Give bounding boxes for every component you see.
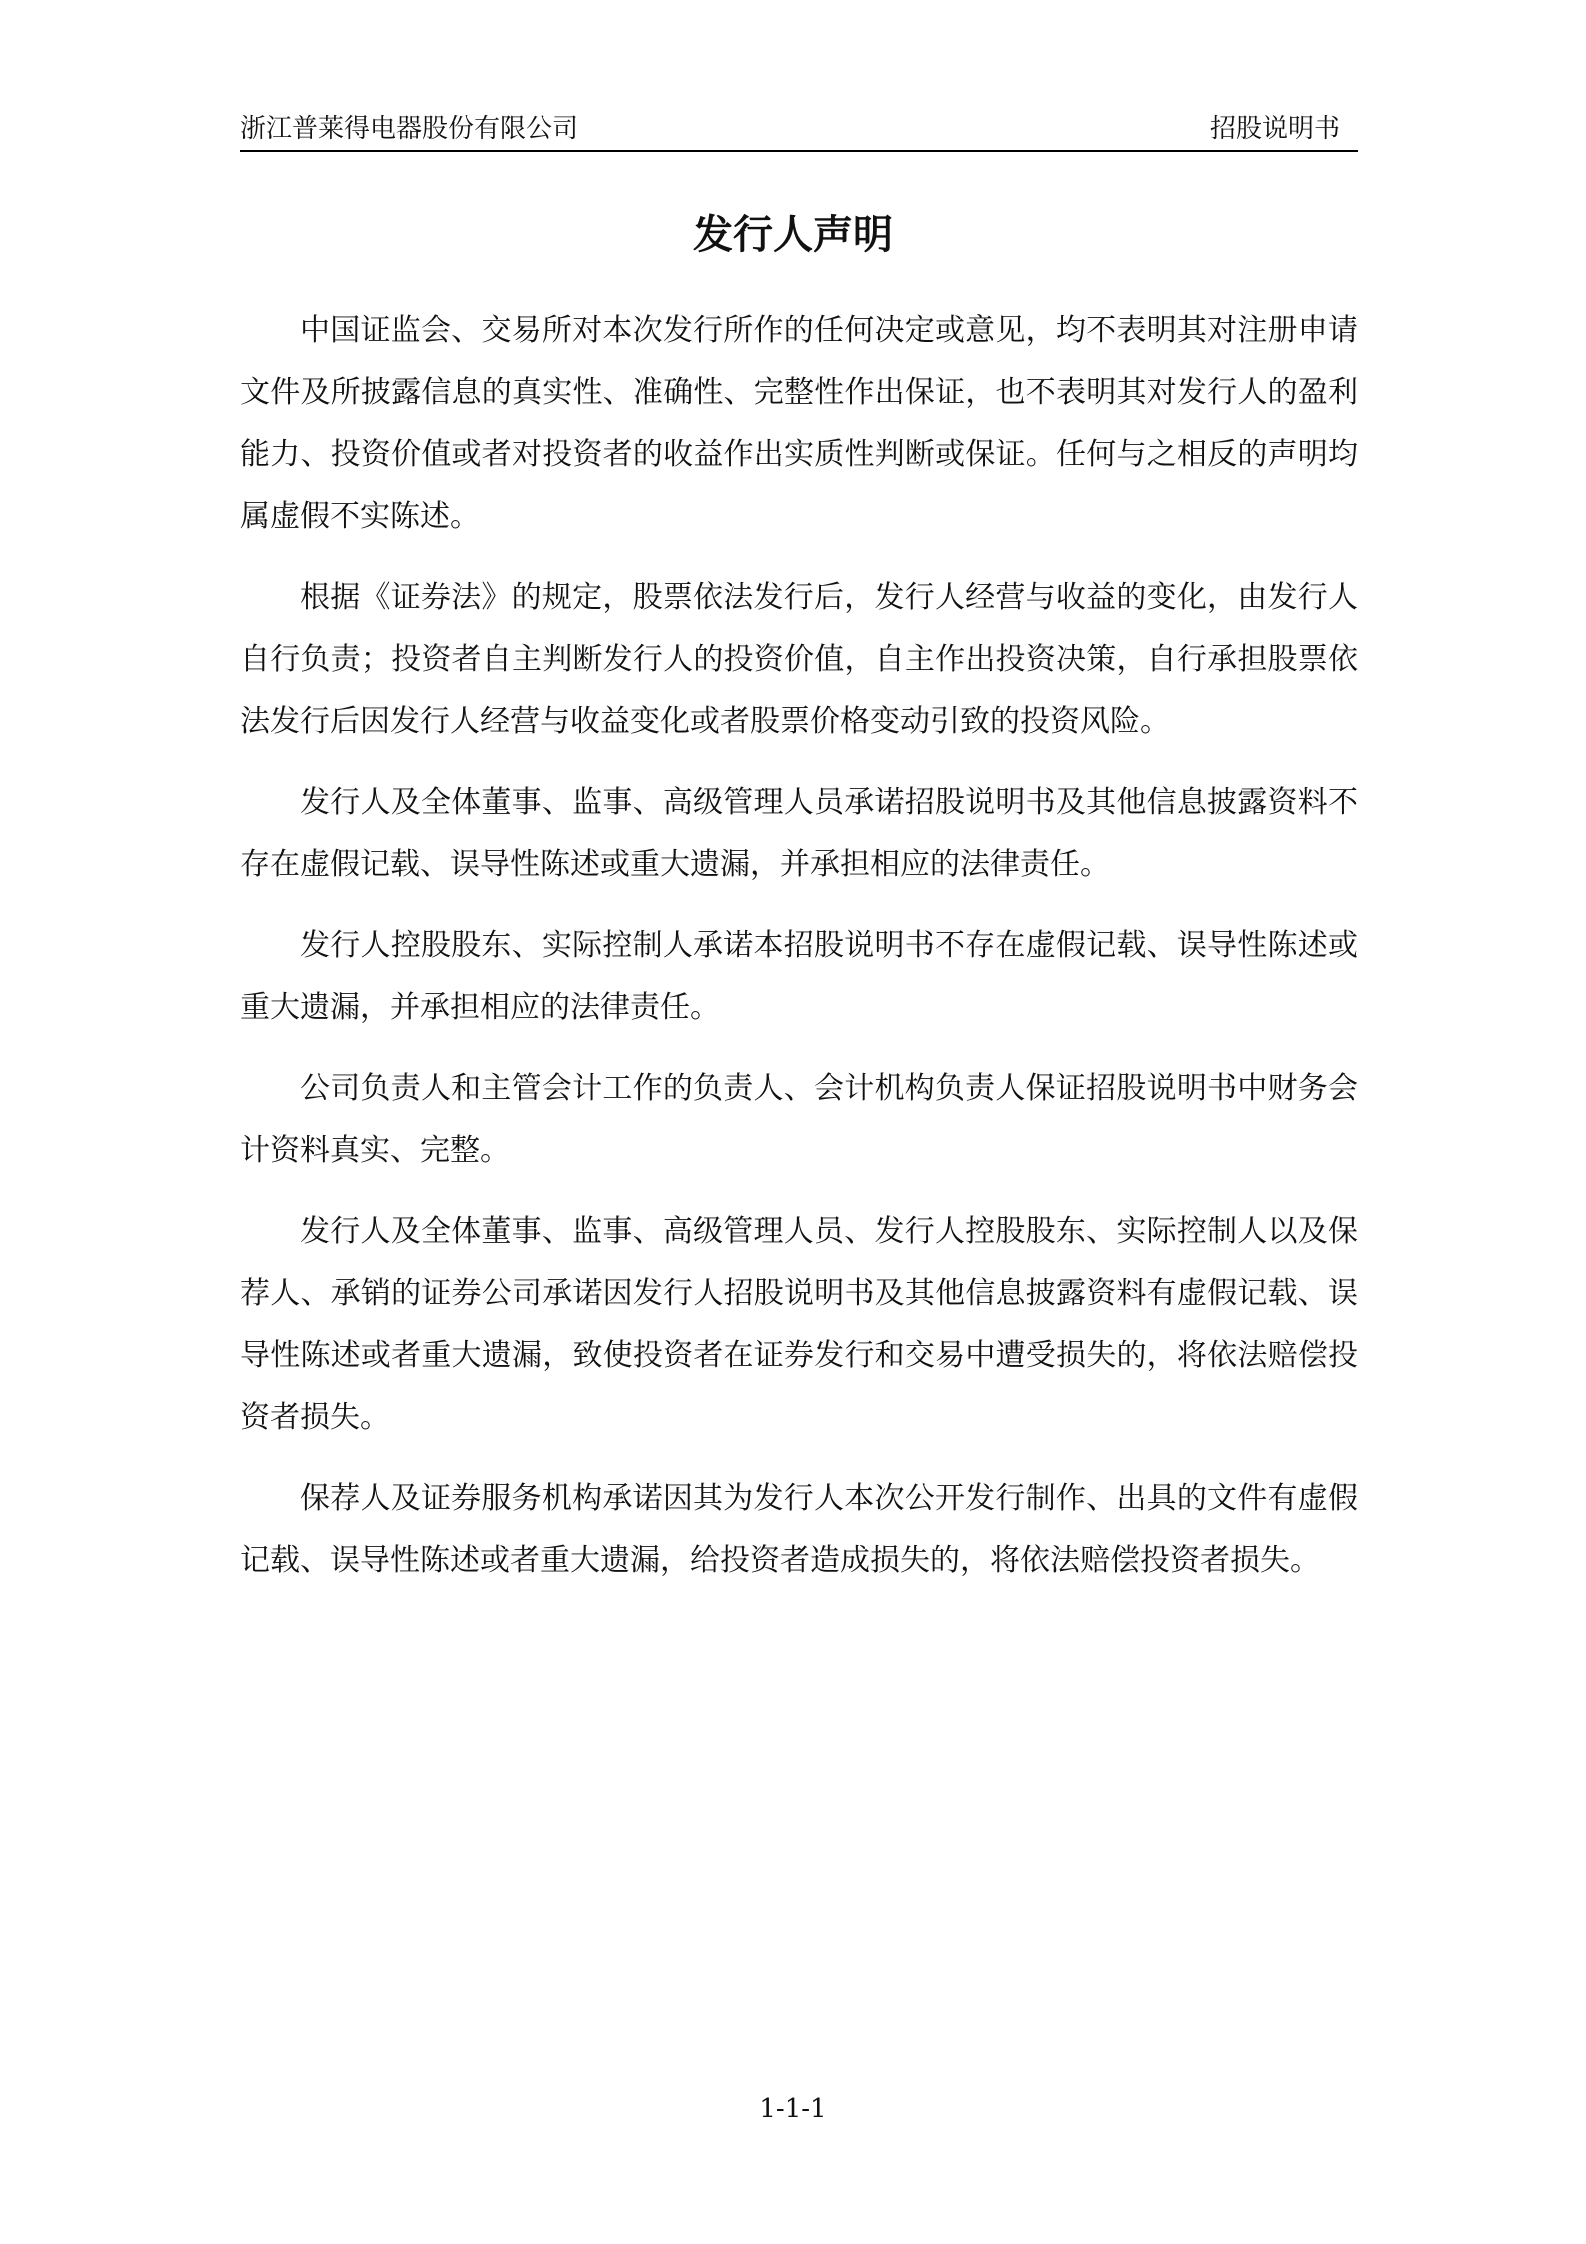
paragraph-4: 发行人控股股东、实际控制人承诺本招股说明书不存在虚假记载、误导性陈述或重大遗漏，并承担相应的法律责任。 [240,928,1358,1025]
statement-body [240,300,1358,1611]
header-document-type: 招股说明书 [1209,114,1340,144]
paragraph-2: 根据《证券法》的规定，股票依法发行后，发行人经营与收益的变化，由发行人自行负责；投资者自主判断发行人的投资价值，自主作出投资决策，自行承担股票依法发行后因发行人经营与收益变化或者股票价格变动引致的投资风险。 [240,580,1358,739]
header-company-name: 浙江普莱得电器股份有限公司 [240,114,579,144]
paragraph-7: 保荐人及证券服务机构承诺因其为发行人本次公开发行制作、出具的文件有虚假记载、误导性陈述或者重大遗漏，给投资者造成损失的，将依法赔偿投资者损失。 [240,1481,1358,1578]
page-number: 1-1-1 [759,2094,827,2124]
paragraph-3: 发行人及全体董事、监事、高级管理人员承诺招股说明书及其他信息披露资料不存在虚假记载、误导性陈述或重大遗漏，并承担相应的法律责任。 [240,785,1358,882]
page-header [240,112,1358,152]
paragraph-1: 中国证监会、交易所对本次发行所作的任何决定或意见，均不表明其对注册申请文件及所披露信息的真实性、准确性、完整性作出保证，也不表明其对发行人的盈利能力、投资价值或者对投资者的收益作出实质性判断或保证。任何与之相反的声明均属虚假不实陈述。 [240,313,1358,534]
paragraph-5: 公司负责人和主管会计工作的负责人、会计机构负责人保证招股说明书中财务会计资料真实、完整。 [240,1071,1358,1168]
paragraph-6: 发行人及全体董事、监事、高级管理人员、发行人控股股东、实际控制人以及保荐人、承销的证券公司承诺因发行人招股说明书及其他信息披露资料有虚假记载、误导性陈述或者重大遗漏，致使投资者在证券发行和交易中遭受损失的，将依法赔偿投资者损失。 [240,1214,1358,1435]
page-title: 发行人声明 [693,212,893,258]
